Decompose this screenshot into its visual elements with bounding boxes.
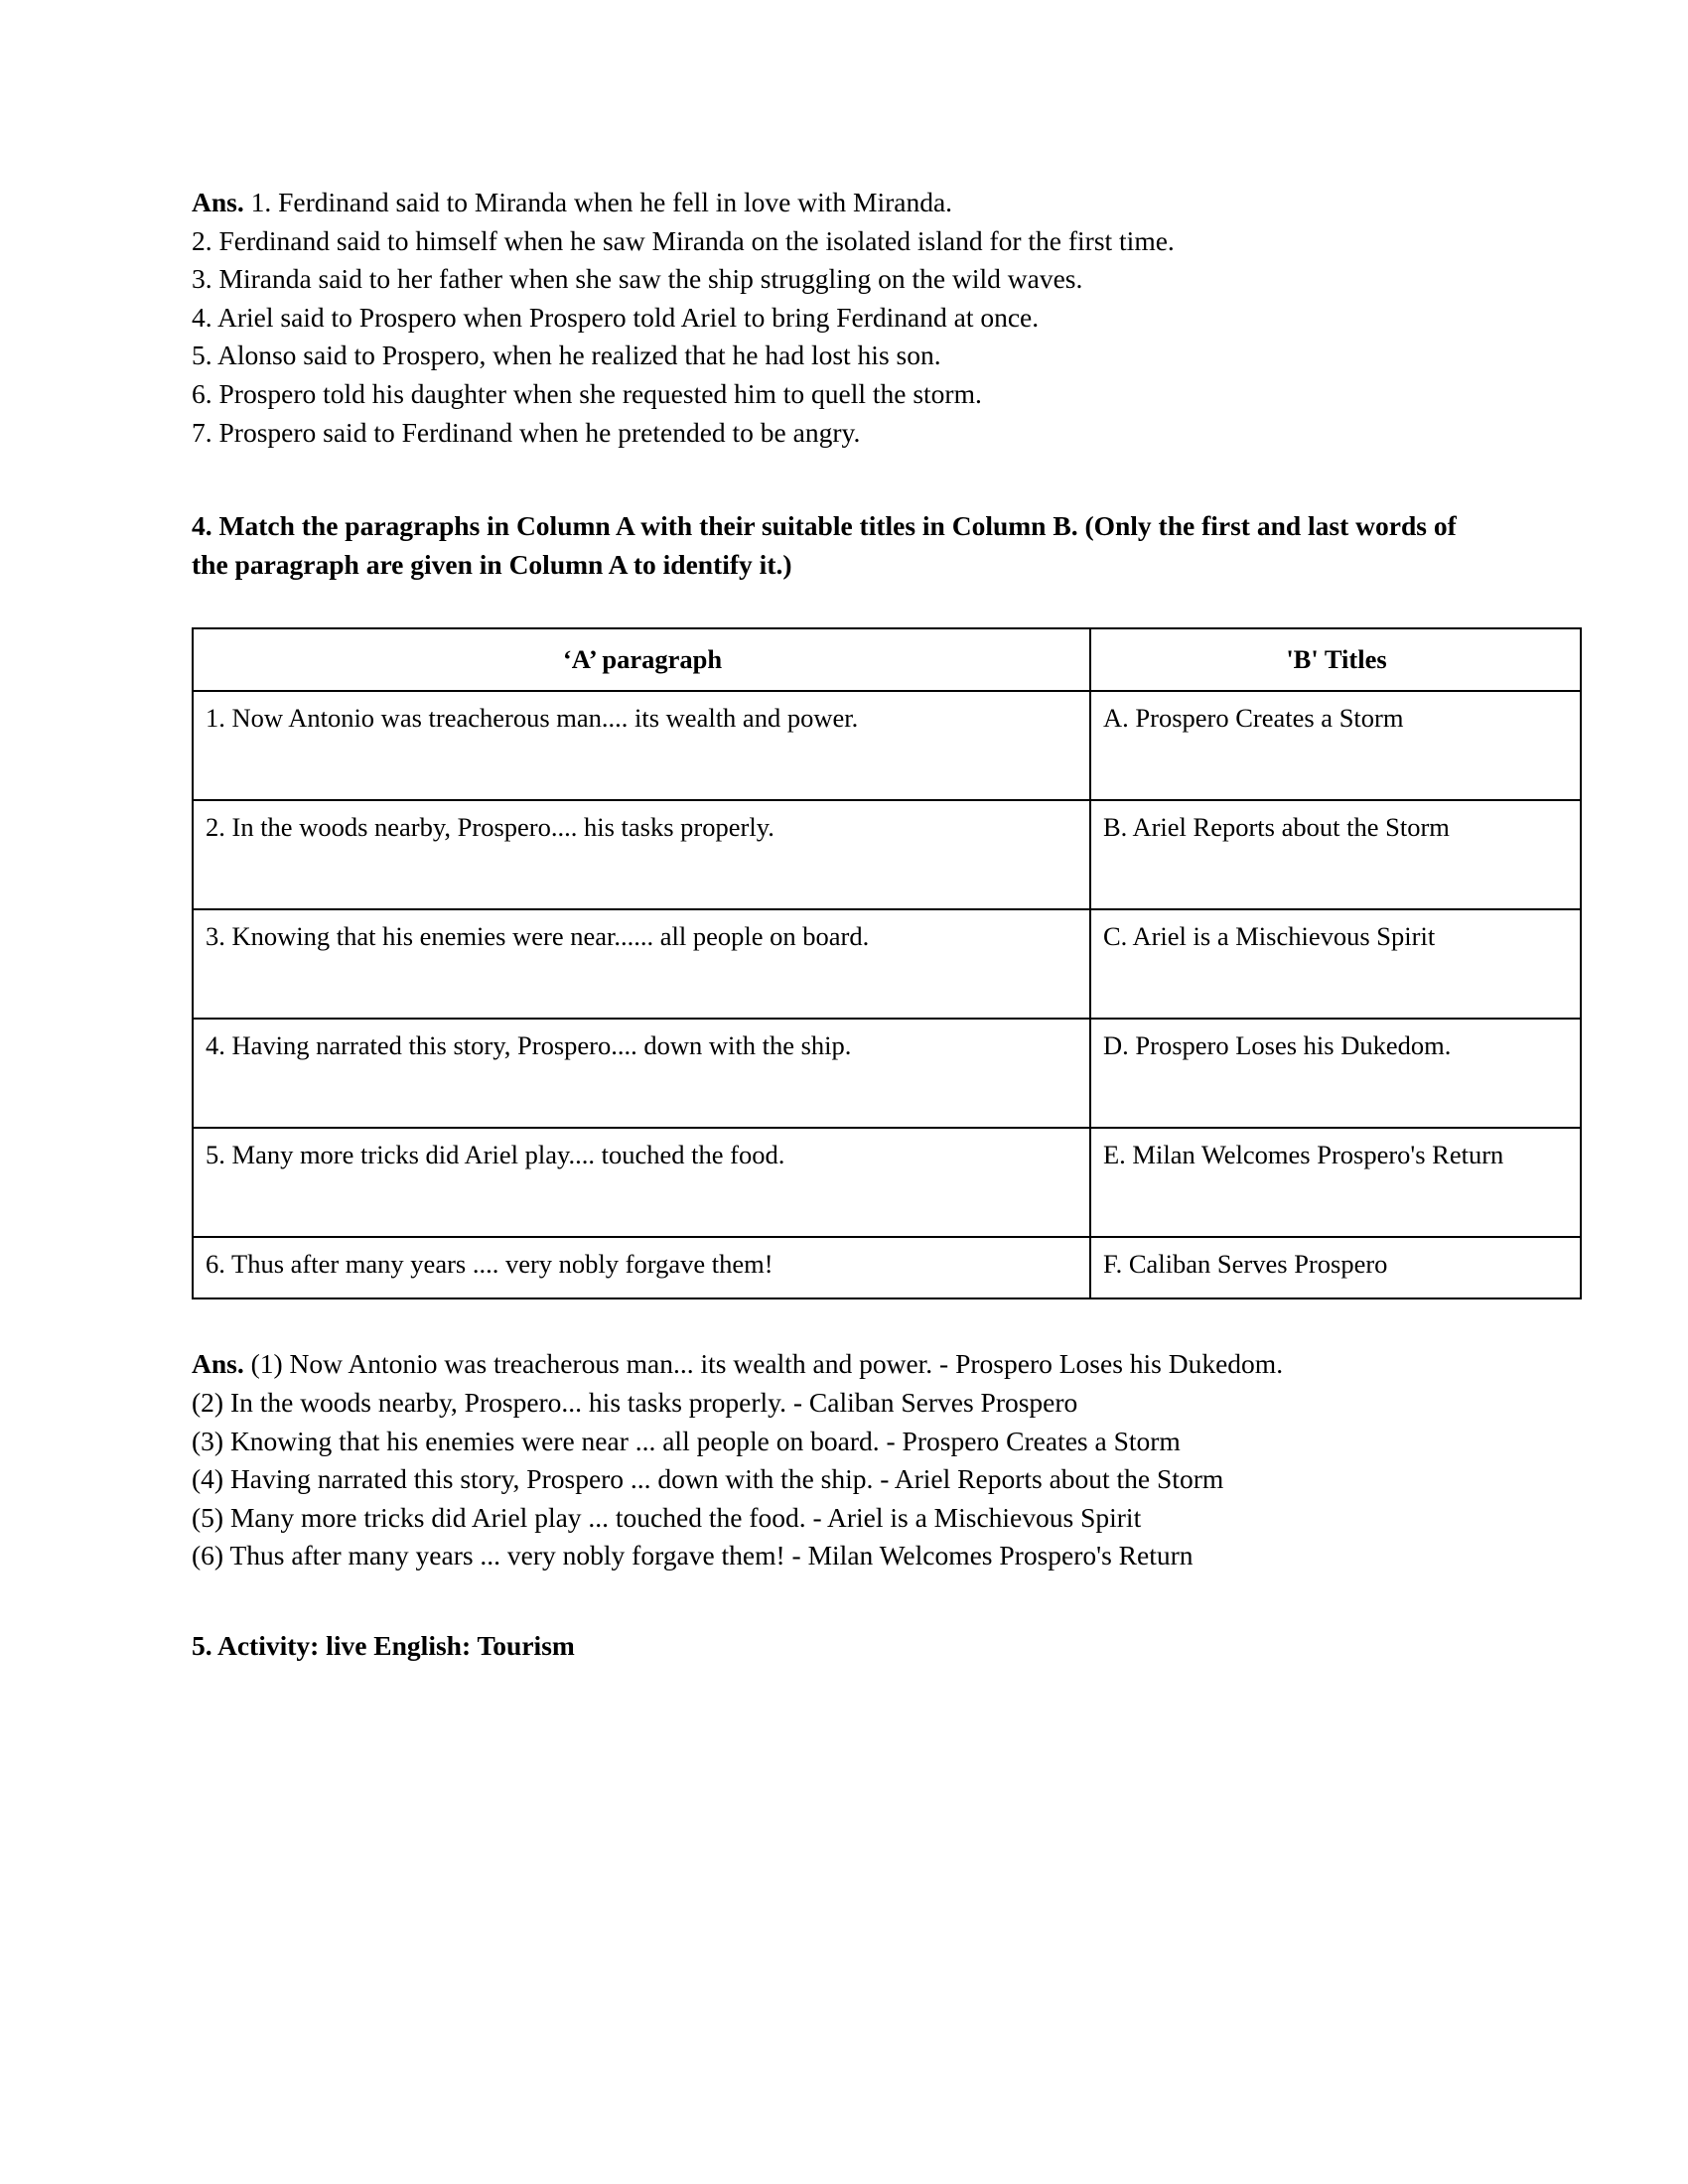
table-row [193, 800, 1581, 909]
answers-bottom-block [192, 1345, 1502, 1575]
answers-bottom-line-1 [192, 1345, 1502, 1384]
cell-paragraph-3: 3. Knowing that his enemies were near...... all people on board. [193, 909, 1090, 1019]
cell-title-a: A. Prospero Creates a Storm [1090, 691, 1581, 800]
table-row [193, 1019, 1581, 1128]
column-header-b: 'B' Titles [1090, 628, 1581, 691]
cell-title-d: D. Prospero Loses his Dukedom. [1090, 1019, 1581, 1128]
answers-bottom-line-2: (2) In the woods nearby, Prospero... his tasks properly. - Caliban Serves Prospero [192, 1386, 1078, 1418]
matching-table-body [193, 691, 1581, 1298]
cell-title-e: E. Milan Welcomes Prospero's Return [1090, 1128, 1581, 1237]
answers-top-line-2: 2. Ferdinand said to himself when he saw Miranda on the isolated island for the first time. [192, 224, 1175, 256]
cell-title-f: F. Caliban Serves Prospero [1090, 1237, 1581, 1298]
cell-paragraph-5: 5. Many more tricks did Ariel play.... touched the food. [193, 1128, 1090, 1237]
cell-paragraph-1: 1. Now Antonio was treacherous man.... its wealth and power. [193, 691, 1090, 800]
question-4-heading: 4. Match the paragraphs in Column A with their suitable titles in Column B. (Only the first and last words of the paragraph are given in Column A to identify it.) [192, 510, 1457, 580]
table-row [193, 1237, 1581, 1298]
cell-paragraph-2: 2. In the woods nearby, Prospero.... his tasks properly. [193, 800, 1090, 909]
cell-paragraph-6: 6. Thus after many years .... very nobly forgave them! [193, 1237, 1090, 1298]
answers-bottom-line-4: (4) Having narrated this story, Prospero ... down with the ship. - Ariel Reports about the Storm [192, 1463, 1224, 1495]
answers-bottom-line-5: (5) Many more tricks did Ariel play ... touched the food. - Ariel is a Mischievous Spirit [192, 1501, 1142, 1533]
table-header-row [193, 628, 1581, 691]
answers-bottom-line-3: (3) Knowing that his enemies were near ... all people on board. - Prospero Creates a Storm [192, 1425, 1181, 1456]
cell-paragraph-4: 4. Having narrated this story, Prospero.... down with the ship. [193, 1019, 1090, 1128]
table-row [193, 691, 1581, 800]
answers-top-line-4: 4. Ariel said to Prospero when Prospero told Ariel to bring Ferdinand at once. [192, 301, 1040, 333]
answers-top-line-6: 6. Prospero told his daughter when she requested him to quell the storm. [192, 377, 982, 409]
table-row [193, 909, 1581, 1019]
answers-top-line-5: 5. Alonso said to Prospero, when he realized that he had lost his son. [192, 340, 941, 371]
answers-top-block [192, 184, 1499, 452]
answers-bottom-label: Ans. [192, 1348, 244, 1380]
table-row [193, 1128, 1581, 1237]
answers-top-line-3: 3. Miranda said to her father when she saw the ship struggling on the wild waves. [192, 263, 1083, 295]
cell-title-c: C. Ariel is a Mischievous Spirit [1090, 909, 1581, 1019]
answers-top-line-1 [192, 184, 1499, 222]
cell-title-b: B. Ariel Reports about the Storm [1090, 800, 1581, 909]
answers-bottom-line-6: (6) Thus after many years ... very nobly forgave them! - Milan Welcomes Prospero's Return [192, 1540, 1194, 1571]
matching-table-head [193, 628, 1581, 691]
answers-top-text-1: 1. Ferdinand said to Miranda when he fell in love with Miranda. [250, 187, 953, 217]
answers-top-line-7: 7. Prospero said to Ferdinand when he pretended to be angry. [192, 416, 861, 448]
column-header-a: ‘A’ paragraph [193, 628, 1090, 691]
question-5-heading: 5. Activity: live English: Tourism [192, 1629, 575, 1661]
answers-top-label: Ans. [192, 187, 244, 217]
answers-bottom-text-1: (1) Now Antonio was treacherous man... its wealth and power. - Prospero Loses his Dukedom. [250, 1348, 1284, 1380]
matching-table [192, 627, 1582, 1299]
